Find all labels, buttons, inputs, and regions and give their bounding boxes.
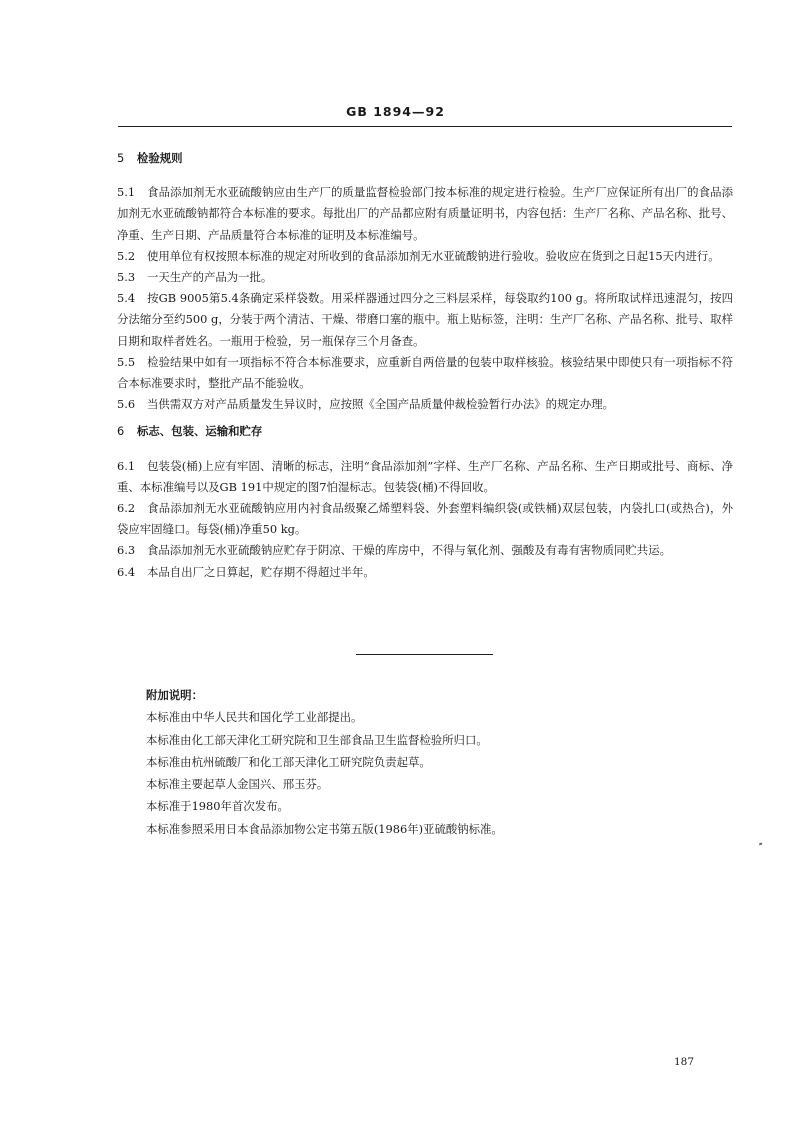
clause-text: 食品添加剂无水亚硫酸钠应贮存于阴凉、干燥的库房中，不得与氧化剂、强酸及有毒有害物质同贮共运。 — [147, 543, 671, 558]
notes-line: 本标准由化工部天津化工研究院和卫生部食品卫生监督检验所归口。 — [146, 732, 488, 747]
section-title-inspection-rules — [117, 148, 733, 169]
clause-number: 6.1 — [117, 458, 136, 473]
notes-line: 本标准参照采用日本食品添加物公定书第五版(1986年)亚硫酸钠标准。 — [146, 821, 503, 836]
clause-6-3 — [117, 540, 733, 561]
section-title-text: 检验规则 — [137, 151, 183, 165]
clause-5-3 — [117, 267, 733, 288]
notes-line: 本标准于1980年首次发布。 — [146, 799, 289, 814]
clause-5-2 — [117, 246, 733, 267]
clause-5-4 — [117, 288, 733, 352]
clause-number: 5.3 — [117, 270, 136, 285]
end-of-text-divider — [356, 654, 493, 655]
clause-number: 5.2 — [117, 248, 136, 263]
clause-5-5 — [117, 352, 733, 394]
clause-text: 当供需双方对产品质量发生异议时，应按照《全国产品质量仲裁检验暂行办法》的规定办理。 — [147, 397, 615, 412]
clause-number: 5.1 — [117, 185, 136, 200]
additional-notes — [146, 684, 503, 840]
section-title-text: 标志、包装、运输和贮存 — [137, 424, 263, 439]
section-title-marking-packaging — [117, 421, 733, 442]
header-rule — [118, 126, 732, 127]
clause-number: 6.3 — [117, 543, 136, 558]
notes-line: 本标准由杭州硫酸厂和化工部天津化工研究院负责起草。 — [146, 754, 431, 769]
standard-code-header: GB 1894—92 — [346, 104, 445, 119]
clause-text: 一天生产的产品为一批。 — [147, 270, 273, 285]
section-number: 5 — [117, 151, 125, 165]
page-number: 187 — [674, 1056, 695, 1068]
scan-speck — [759, 842, 762, 845]
clause-6-4 — [117, 562, 733, 583]
clause-text: 检验结果中如有一项指标不符合本标准要求，应重新自两倍量的包装中取样核验。核验结果中即使只有一项指标不符合本标准要求时，整批产品不能验收。 — [117, 354, 733, 391]
clause-text: 按GB 9005第5.4条确定采样袋数。用采样器通过四分之三料层采样，每袋取约100 g。将所取试样迅速混匀，按四分法缩分至约500 g，分装于两个清洁、干燥、带磨口塞的瓶中。瓶上贴标签，注明：生产厂名称、产品名称、批号、取样日期和取样者姓名。一瓶用于检验，另一瓶保存三个月备查。 — [117, 291, 733, 348]
clause-number: 5.6 — [117, 397, 136, 412]
clause-6-2 — [117, 498, 733, 540]
section-number: 6 — [117, 424, 125, 439]
clause-number: 6.2 — [117, 501, 136, 516]
notes-line: 本标准主要起草人金国兴、邢玉芬。 — [146, 777, 329, 792]
clause-text: 本品自出厂之日算起，贮存期不得超过半年。 — [147, 564, 375, 579]
notes-title: 附加说明： — [146, 688, 203, 702]
clause-5-6 — [117, 394, 733, 415]
clause-5-1 — [117, 182, 733, 246]
clause-number: 6.4 — [117, 564, 136, 579]
document-body — [117, 148, 733, 583]
notes-line: 本标准由中华人民共和国化学工业部提出。 — [146, 710, 363, 725]
clause-number: 5.4 — [117, 291, 136, 306]
clause-text: 食品添加剂无水亚硫酸钠应由生产厂的质量监督检验部门按本标准的规定进行检验。生产厂应保证所有出厂的食品添加剂无水亚硫酸钠都符合本标准的要求。每批出厂的产品都应附有质量证明书，内容包括：生产厂名称、产品名称、批号、净重、生产日期、产品质量符合本标准的证明及本标准编号。 — [117, 185, 733, 242]
clause-text: 食品添加剂无水亚硫酸钠应用内衬食品级聚乙烯塑料袋、外套塑料编织袋(或铁桶)双层包装，内袋扎口(或热合)，外袋应牢固缝口。每袋(桶)净重50 kg。 — [117, 501, 733, 537]
clause-6-1 — [117, 456, 733, 498]
clause-number: 5.5 — [117, 354, 136, 369]
clause-text: 包装袋(桶)上应有牢固、清晰的标志，注明“食品添加剂”字样、生产厂名称、产品名称、生产日期或批号、商标、净重、本标准编号以及GB 191中规定的图7怕湿标志。包装袋(桶)不得回收。 — [117, 458, 733, 494]
clause-text: 使用单位有权按照本标准的规定对所收到的食品添加剂无水亚硫酸钠进行验收。验收应在货到之日起15天内进行。 — [147, 248, 720, 263]
